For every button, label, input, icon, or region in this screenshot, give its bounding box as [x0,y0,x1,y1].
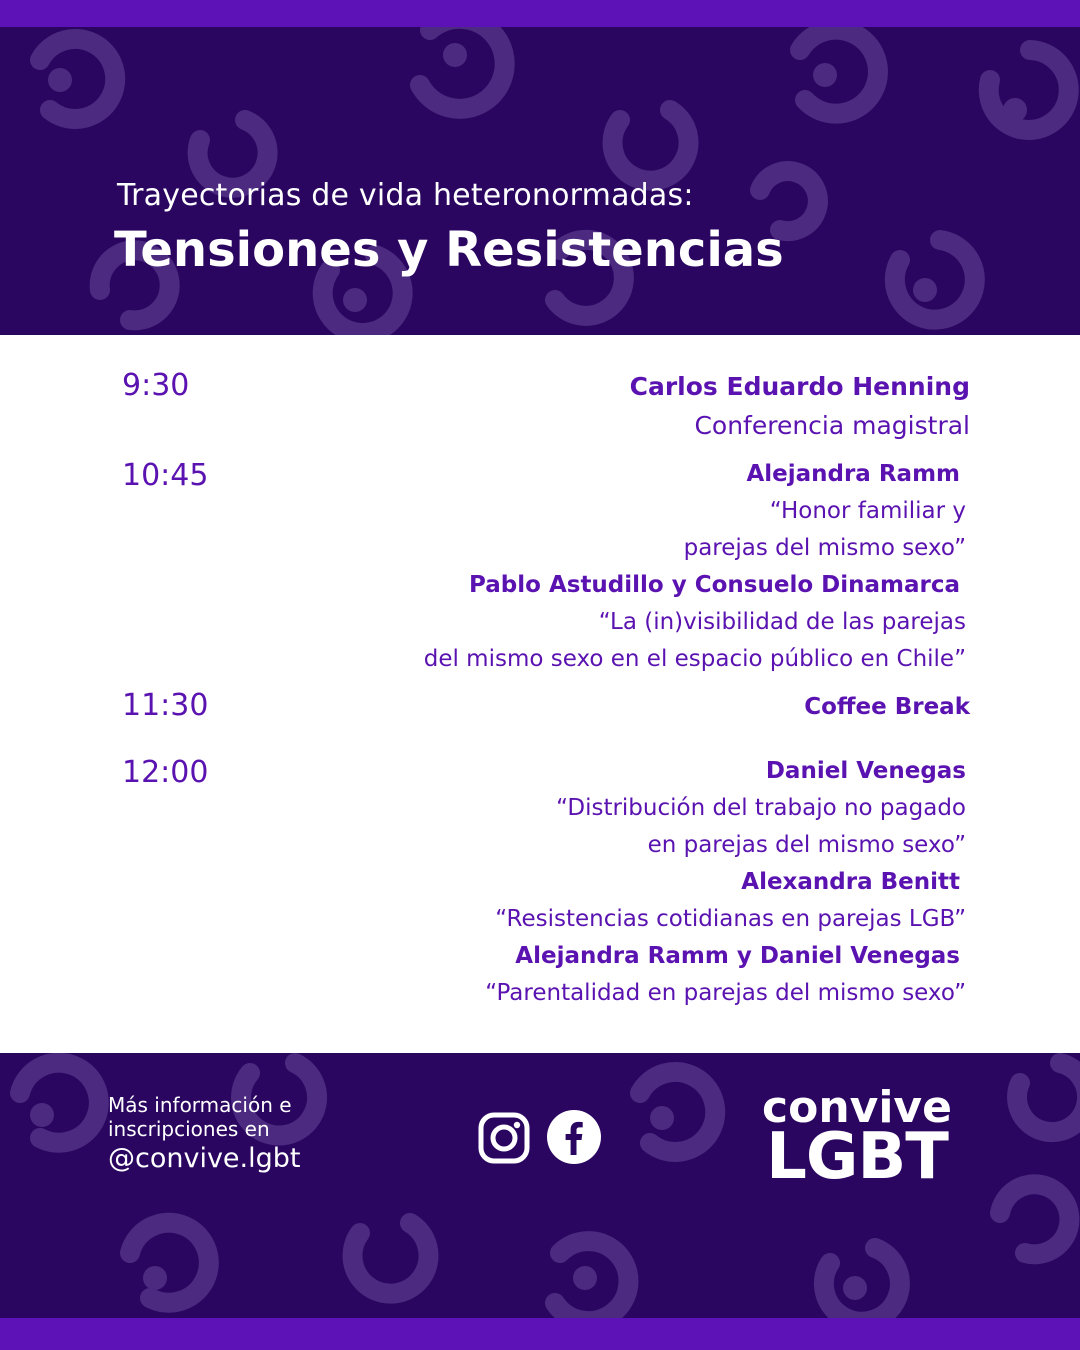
schedule-description: “Distribución del trabajo no pagado [556,795,966,821]
schedule-description: parejas del mismo sexo” [683,535,966,561]
schedule-speaker: Pablo Astudillo y Consuelo Dinamarca [469,572,960,598]
event-subtitle: Trayectorias de vida heteronormadas: [117,178,694,213]
schedule-description: Conferencia magistral [694,411,970,440]
schedule-speaker: Coffee Break [804,694,970,720]
header-band [0,0,1080,335]
facebook-icon[interactable] [545,1108,603,1166]
more-info-text [108,1093,292,1141]
background-pattern [0,0,1080,335]
schedule-speaker: Alexandra Benitt [741,869,960,895]
social-handle: @convive.lgbt [108,1143,301,1174]
schedule-description: “Parentalidad en parejas del mismo sexo” [485,980,966,1006]
schedule-speaker: Alejandra Ramm [746,461,960,487]
schedule-description: “Honor familiar y [769,498,966,524]
logo-text: convive [762,1082,952,1133]
schedule-time: 11:30 [122,688,209,723]
schedule-time: 9:30 [122,368,190,403]
event-title: Tensiones y Resistencias [114,222,784,278]
more-info-line: inscripciones en [108,1117,270,1141]
bottom-stripe [0,1318,1080,1350]
schedule-time: 12:00 [122,755,209,790]
schedule-speaker: Daniel Venegas [765,758,966,784]
more-info-line: Más información e [108,1093,292,1117]
schedule-speaker: Alejandra Ramm y Daniel Venegas [515,943,960,969]
schedule-speaker: Carlos Eduardo Henning [629,372,970,401]
instagram-icon[interactable] [476,1110,532,1166]
schedule-description: en parejas del mismo sexo” [647,832,966,858]
top-stripe [0,0,1080,27]
schedule-description: “La (in)visibilidad de las parejas [598,609,966,635]
schedule-description: del mismo sexo en el espacio público en Chile” [423,646,966,672]
schedule-time: 10:45 [122,458,209,493]
footer-band [0,1053,1080,1350]
logo-text: LGBT [766,1120,948,1194]
schedule-description: “Resistencias cotidianas en parejas LGB” [495,906,966,932]
